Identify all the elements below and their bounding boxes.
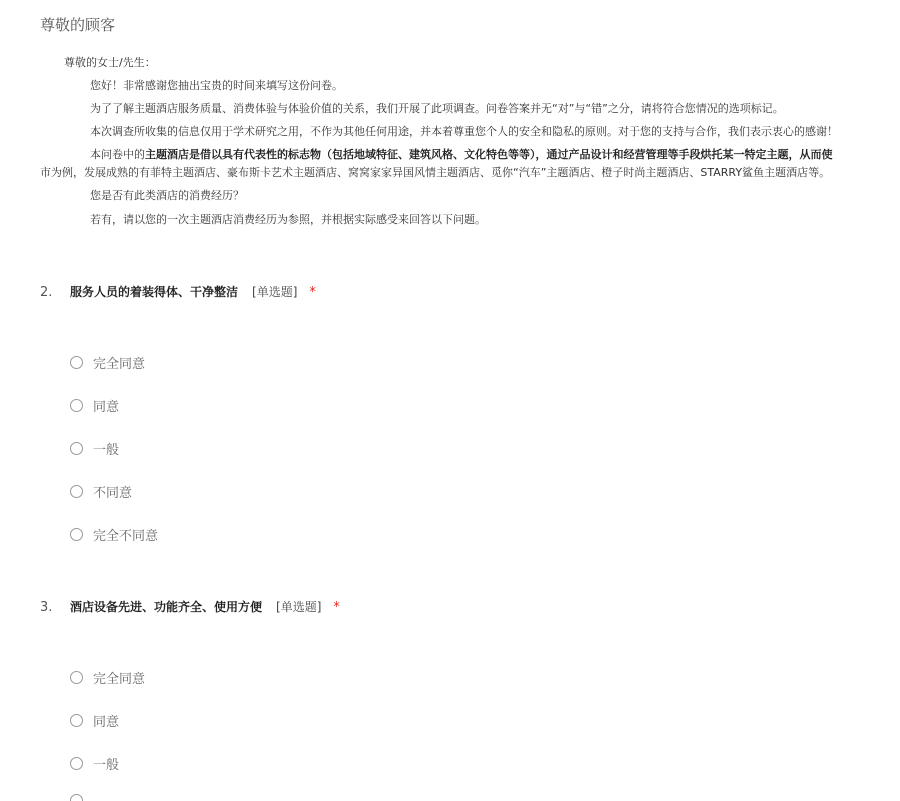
required-mark: *: [309, 285, 316, 300]
radio-circle-icon[interactable]: [70, 528, 83, 541]
option-radio[interactable]: [70, 667, 145, 687]
option-radio[interactable]: [70, 395, 119, 415]
question-type: [单选题]: [252, 285, 298, 299]
required-mark: *: [333, 600, 340, 615]
question-title: 服务人员的着装得体、干净整洁: [70, 285, 239, 299]
radio-circle-icon[interactable]: [70, 485, 83, 498]
intro-greeting: 尊敬的女士/先生：: [64, 56, 156, 69]
option-radio[interactable]: [70, 524, 158, 544]
option-label[interactable]: 同意: [93, 399, 120, 415]
radio-circle-icon[interactable]: [70, 714, 83, 727]
option-label[interactable]: 同意: [93, 714, 120, 730]
option-radio[interactable]: [70, 352, 145, 372]
radio-circle-icon[interactable]: [70, 757, 83, 770]
radio-circle-icon[interactable]: [70, 356, 83, 369]
option-label[interactable]: 不同意: [93, 485, 133, 501]
intro-line-examples: 市为例，发展成熟的有菲特主题酒店、豪布斯卡艺术主题酒店、窝窝家家异国风情主题酒店、觅你“汽车”主题酒店、橙子时尚主题酒店、STARRY鲨鱼主题酒店等。: [40, 166, 831, 179]
intro-line-thanks: 您好！非常感谢您抽出宝贵的时间来填写这份问卷。: [90, 79, 343, 92]
intro-line-privacy: 本次调查所收集的信息仅用于学术研究之用，不作为其他任何用途，并本着尊重您个人的安全和隐私的原则。对于您的支持与合作，我们表示衷心的感谢！: [90, 125, 838, 138]
option-label[interactable]: 一般: [93, 442, 120, 458]
intro-line-purpose: 为了了解主题酒店服务质量、消费体验与体验价值的关系，我们开展了此项调查。问卷答案并无“对”与“错”之分，请将符合您情况的选项标记。: [90, 102, 784, 115]
radio-circle-icon[interactable]: [70, 399, 83, 412]
question-header: [40, 599, 340, 616]
question-number: 2.: [40, 285, 53, 300]
intro-definition-bold: 主题酒店是借以具有代表性的标志物（包括地域特征、建筑风格、文化特色等等），通过产品设计和经营管理等手段烘托某一特定主题，从而使: [145, 148, 833, 161]
option-label[interactable]: 完全同意: [93, 671, 146, 687]
question-header: [40, 284, 316, 301]
intro-definition-prefix: 本问卷中的: [90, 148, 145, 161]
option-label[interactable]: 一般: [93, 757, 120, 773]
intro-line-definition: [90, 147, 833, 163]
option-radio[interactable]: [70, 481, 132, 501]
radio-circle-icon[interactable]: [70, 442, 83, 455]
intro-line-instruction: 若有，请以您的一次主题酒店消费经历为参照，并根据实际感受来回答以下问题。: [90, 213, 486, 226]
option-radio[interactable]: [70, 710, 119, 730]
option-radio[interactable]: [70, 753, 119, 773]
question-number: 3.: [40, 600, 53, 615]
question-title: 酒店设备先进、功能齐全、使用方便: [70, 600, 263, 614]
option-radio[interactable]: [70, 438, 119, 458]
question-type: [单选题]: [276, 600, 322, 614]
page-title: 尊敬的顾客: [40, 16, 116, 34]
option-label[interactable]: 完全同意: [93, 356, 146, 372]
option-label[interactable]: 完全不同意: [93, 528, 159, 544]
intro-line-experience-question: 您是否有此类酒店的消费经历？: [90, 189, 244, 202]
radio-circle-icon[interactable]: [70, 671, 83, 684]
